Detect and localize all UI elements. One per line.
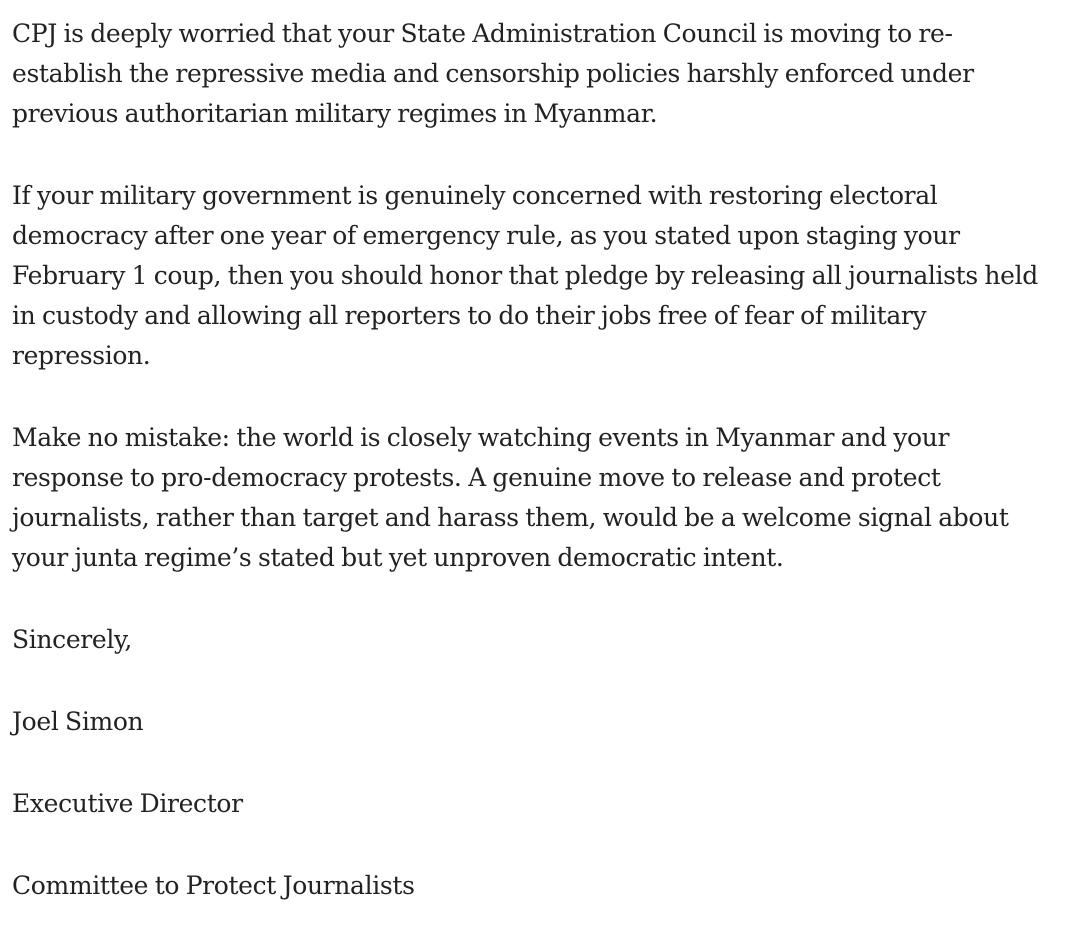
letter-body [12, 14, 1057, 906]
organization-name: Committee to Protect Journalists [12, 871, 415, 900]
paragraph-concern: CPJ is deeply worried that your State Administration Council is moving to re-establish the repressive media and censorship policies harshly enforced under previous authoritarian military regimes in Myanmar. [12, 19, 974, 128]
closing-salutation: Sincerely, [12, 625, 133, 654]
paragraph-request: If your military government is genuinely concerned with restoring electoral democracy after one year of emergency rule, as you stated upon staging your February 1 coup, then you should honor that pledge by releasing all journalists held in custody and allowing all reporters to do their jobs free of fear of military repression. [12, 181, 1038, 370]
signatory-title: Executive Director [12, 789, 243, 818]
signatory-name: Joel Simon [12, 707, 144, 736]
paragraph-warning: Make no mistake: the world is closely watching events in Myanmar and your response to pro-democracy protests. A genuine move to release and protect journalists, rather than target and harass them, would be a welcome signal about your junta regime’s stated but yet unproven democratic intent. [12, 423, 1009, 572]
